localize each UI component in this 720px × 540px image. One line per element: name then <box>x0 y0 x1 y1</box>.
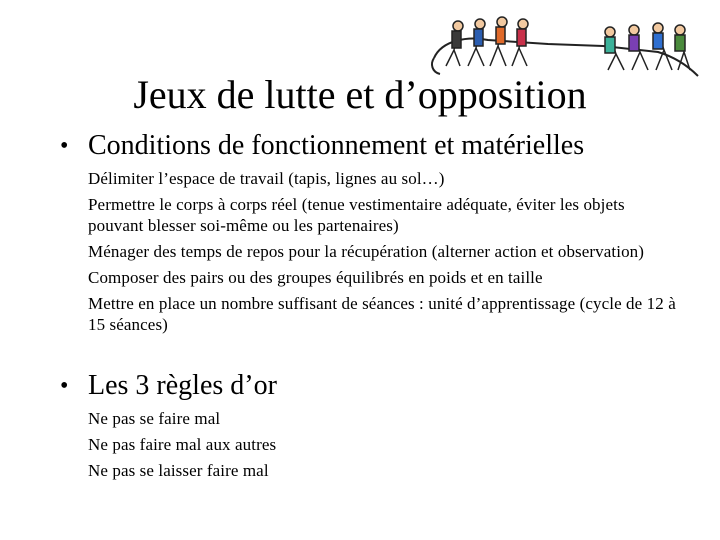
section-conditions <box>0 126 720 340</box>
bullet-heading-row <box>0 126 720 166</box>
sub-list <box>0 168 720 335</box>
list-item: Mettre en place un nombre suffisant de séances : unité d’apprentissage (cycle de 12 à 15 séances) <box>88 294 676 334</box>
bullet-heading-row <box>0 366 720 406</box>
list-item: Ménager des temps de repos pour la récupération (alterner action et observation) <box>88 242 645 261</box>
section-heading: Conditions de fonctionnement et matérielles <box>88 130 585 161</box>
section-heading: Les 3 règles d’or <box>88 370 277 401</box>
section-golden-rules <box>0 366 720 486</box>
list-item: Délimiter l’espace de travail (tapis, lignes au sol…) <box>88 169 445 188</box>
list-item: Ne pas faire mal aux autres <box>88 435 277 454</box>
sub-list <box>0 408 720 481</box>
list-item: Composer des pairs ou des groupes équilibrés en poids et en taille <box>88 268 543 287</box>
list-item: Ne pas se laisser faire mal <box>88 461 269 480</box>
bullet-icon: • <box>60 373 69 399</box>
list-item: Ne pas se faire mal <box>88 409 221 428</box>
bullet-icon: • <box>60 133 69 159</box>
list-item: Permettre le corps à corps réel (tenue vestimentaire adéquate, éviter les objets pouvant blesser soi-même ou les partenaires) <box>88 195 625 235</box>
slide-title: Jeux de lutte et d’opposition <box>133 72 587 117</box>
